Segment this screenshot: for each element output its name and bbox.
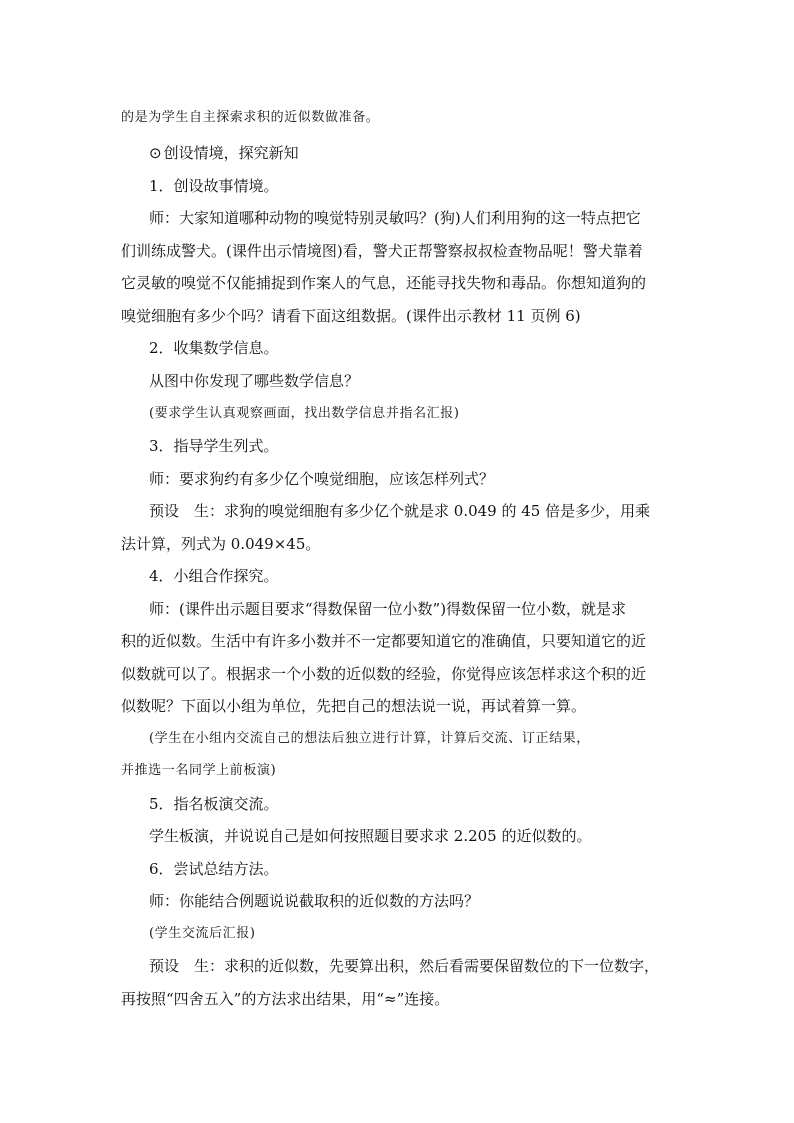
section-heading: ⊙ 创设情境，探究新知: [149, 144, 299, 162]
text-line: 从图中你发现了哪些数学信息？: [149, 372, 360, 390]
text-line: 预设 生：求狗的嗅觉细胞有多少亿个就是求 0.049 的 45 倍是多少，用乘: [149, 502, 651, 520]
text-line: 1．创设故事情境。: [149, 177, 279, 195]
text-line: 6．尝试总结方法。: [149, 860, 279, 878]
text-line: 师：(课件出示题目要求“得数保留一位小数”)得数保留一位小数，就是求: [149, 600, 627, 618]
text-line: 2．收集数学信息。: [149, 339, 279, 357]
circle-dot-icon: ⊙: [149, 144, 162, 162]
text-line: 嗅觉细胞有多少个吗？请看下面这组数据。(课件出示教材 11 页例 6): [121, 307, 581, 325]
text-line: 似数就可以了。根据求一个小数的近似数的经验，你觉得应该怎样求这个积的近: [121, 665, 647, 683]
text-line: 4．小组合作探究。: [149, 567, 279, 585]
text-line: 的是为学生自主探索求积的近似数做准备。: [121, 110, 380, 125]
text-line: 学生板演，并说说自己是如何按照题目要求求 2.205 的近似数的。: [149, 827, 592, 845]
text-line: 3．指导学生列式。: [149, 437, 279, 455]
text-line: 师：你能结合例题说说截取积的近似数的方法吗？: [149, 892, 480, 910]
text-line: 师：要求狗约有多少亿个嗅觉细胞，应该怎样列式？: [149, 470, 495, 488]
text-line: (要求学生认真观察画面，找出数学信息并指名汇报): [149, 406, 460, 421]
text-line: 5．指名板演交流。: [149, 795, 279, 813]
text-line: 法计算，列式为 0.049×45。: [121, 535, 321, 553]
text-line: 师：大家知道哪种动物的嗅觉特别灵敏吗？(狗)人们利用狗的这一特点把它: [149, 209, 641, 227]
text-line: (学生交流后汇报): [149, 926, 256, 941]
text-line: 积的近似数。生活中有许多小数并不一定都要知道它的准确值，只要知道它的近: [121, 632, 647, 650]
text-line: 似数呢？下面以小组为单位，先把自己的想法说一说，再试着算一算。: [121, 697, 587, 715]
text-line: 并推选一名同学上前板演): [121, 763, 277, 778]
text-line: (学生在小组内交流自己的想法后独立进行计算，计算后交流、订正结果，: [149, 731, 590, 746]
text-line: 它灵敏的嗅觉不仅能捕捉到作案人的气息，还能寻找失物和毒品。你想知道狗的: [121, 274, 647, 292]
text-line: 再按照“四舍五入”的方法求出结果，用“≈”连接。: [121, 990, 450, 1008]
text-line: 预设 生：求积的近似数，先要算出积，然后看需要保留数位的下一位数字，: [149, 957, 660, 975]
text-line: 们训练成警犬。(课件出示情境图)看，警犬正帮警察叔叔检查物品呢！警犬靠着: [121, 242, 643, 260]
